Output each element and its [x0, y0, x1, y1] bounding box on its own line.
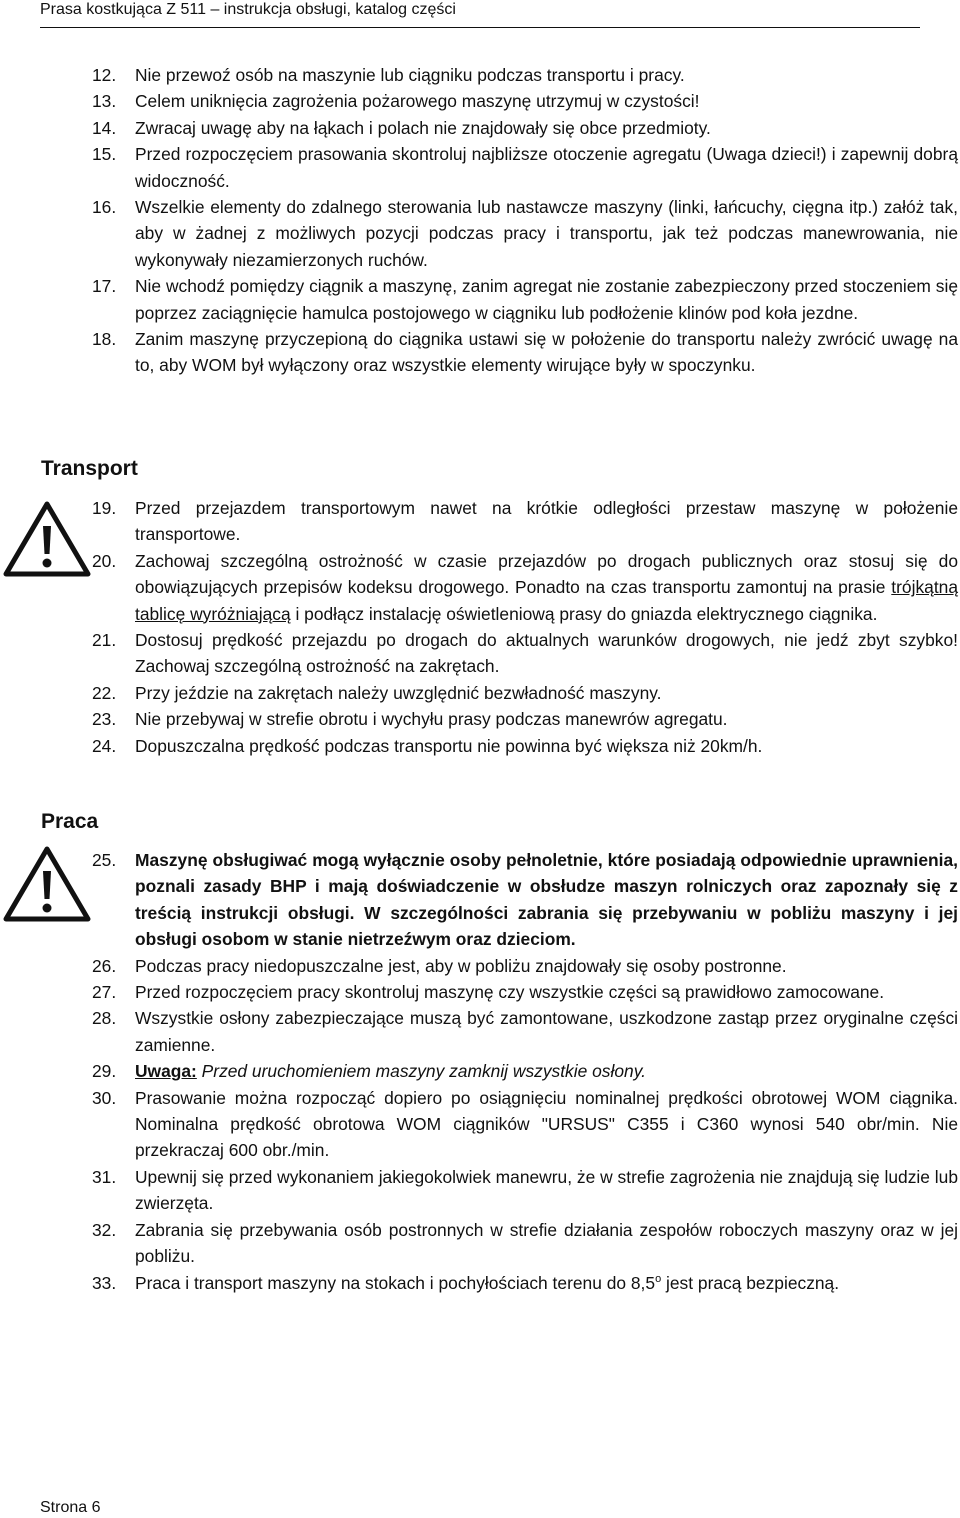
item-text: Przy jeździe na zakrętach należy uwzględnić bezwładność maszyny.: [135, 682, 662, 703]
item-number: 16.: [92, 197, 117, 218]
list-item: [92, 141, 958, 194]
item-number: 12.: [92, 65, 117, 85]
item-number: 30.: [92, 1087, 117, 1108]
item-text: Upewnij się przed wykonaniem jakiegokolwiek manewru, że w strefie zagrożenia nie znajdują się ludzie lub zwierzęta.: [135, 1166, 958, 1214]
item-text: Zanim maszynę przyczepioną do ciągnika ustawi się w położenie do transportu należy zwrócić uwagę na to, aby WOM był wyłączony oraz wszystkie elementy wirujące były w spoczynku.: [135, 329, 958, 376]
item-number: 23.: [92, 709, 117, 730]
document-title: Prasa kostkująca Z 511 – instrukcja obsługi, katalog części: [40, 1, 456, 18]
item-number: 19.: [92, 498, 117, 518]
list-item: [92, 953, 958, 979]
list-item: [92, 1164, 958, 1217]
warning-sign-reference: trójkątną tablicę wyróżniającą: [135, 577, 958, 624]
item-text: Nie przebywaj w strefie obrotu i wychyłu prasy podczas manewrów agregatu.: [135, 709, 728, 730]
list-item: [92, 1270, 958, 1296]
list-item: [92, 733, 958, 759]
header-rule: [40, 27, 920, 28]
list-item: [92, 495, 958, 548]
item-text: Uwaga: Przed uruchomieniem maszyny zamknij wszystkie osłony.: [135, 1061, 646, 1082]
item-number: 26.: [92, 955, 117, 976]
list-item: [92, 847, 958, 953]
list-item: [92, 706, 958, 732]
warning-triangle-icon: [2, 843, 92, 923]
item-number: 27.: [92, 982, 117, 1003]
item-text: Dopuszczalna prędkość podczas transportu nie powinna być większa niż 20km/h.: [135, 735, 763, 756]
list-item: [92, 326, 958, 379]
page-header: [40, 0, 920, 28]
item-number: 15.: [92, 144, 117, 165]
page-number: Strona 6: [40, 1499, 101, 1516]
item-text: Zwracaj uwagę aby na łąkach i polach nie znajdowały się obce przedmioty.: [135, 117, 711, 138]
item-text: Wszystkie osłony zabezpieczające muszą być zamontowane, uszkodzone zastąp przez oryginalne części zamienne.: [135, 1008, 958, 1055]
item-number: 33.: [92, 1272, 117, 1293]
list-item: [92, 273, 958, 326]
list-item: [92, 627, 958, 680]
item-number: 25.: [92, 850, 117, 870]
list-item: [92, 548, 958, 627]
item-number: 24.: [92, 735, 117, 756]
list-item: [92, 979, 958, 1005]
list-item: [92, 1005, 958, 1058]
item-text: Wszelkie elementy do zdalnego sterowania lub nastawcze maszyny (linki, łańcuchy, cięgna itp.) załóż tak, aby w żadnej z możliwych pozycji podczas pracy i transportu, jak też podczas manewrowania, nie wykonywały niezamierzonych ruchów.: [135, 197, 958, 270]
work-rules-list: [92, 847, 958, 1296]
item-text: Dostosuj prędkość przejazdu po drogach do aktualnych warunków drogowych, nie jedź zbyt szybko! Zachowaj szczególną ostrożność na zakrętach.: [135, 630, 958, 677]
item-number: 18.: [92, 329, 117, 350]
item-number: 22.: [92, 682, 117, 703]
item-text: Praca i transport maszyny na stokach i pochyłościach terenu do 8,5$^o$ jest pracą bezpieczną.: [135, 1272, 840, 1293]
item-text: Nie przewoź osób na maszynie lub ciągniku podczas transportu i pracy.: [135, 65, 685, 85]
item-text: Przed rozpoczęciem pracy skontroluj maszynę czy wszystkie części są prawidłowo zamocowane.: [135, 982, 885, 1003]
item-number: 14.: [92, 117, 117, 138]
degree-superscript: o: [655, 1272, 662, 1285]
list-item: [92, 194, 958, 273]
item-text: Zabrania się przebywania osób postronnych w strefie działania zespołów roboczych maszyny oraz w jej pobliżu.: [135, 1219, 958, 1267]
list-item: [92, 88, 958, 114]
warning-triangle-icon: [2, 498, 92, 578]
list-item: [92, 62, 958, 88]
item-text: Podczas pracy niedopuszczalne jest, aby w pobliżu znajdowały się osoby postronne.: [135, 955, 787, 976]
item-text: Przed przejazdem transportowym nawet na krótkie odległości przestaw maszynę w położenie transportowe.: [135, 498, 958, 545]
section-heading-transport: Transport: [41, 457, 138, 480]
list-item: [92, 115, 958, 141]
list-item: [92, 680, 958, 706]
item-number: 32.: [92, 1219, 117, 1240]
item-number: 28.: [92, 1008, 117, 1029]
item-number: 13.: [92, 91, 117, 112]
item-number: 17.: [92, 276, 117, 297]
item-number: 29.: [92, 1061, 117, 1082]
item-text: Przed rozpoczęciem prasowania skontroluj najbliższe otoczenie agregatu (Uwaga dzieci!) i zapewnij dobrą widoczność.: [135, 144, 958, 191]
item-text: Prasowanie można rozpocząć dopiero po osiągnięciu nominalnej prędkości obrotowej WOM ciągnika. Nominalna prędkość obrotowa WOM ciągników "URSUS" C355 i C360 wynosi 540 obr/min. Nie przekraczaj 600 obr./min.: [135, 1087, 958, 1161]
list-item: [92, 1058, 958, 1084]
item-text: Celem uniknięcia zagrożenia pożarowego maszynę utrzymuj w czystości!: [135, 91, 700, 112]
list-item: [92, 1217, 958, 1270]
item-text: Maszynę obsługiwać mogą wyłącznie osoby pełnoletnie, które posiadają odpowiednie uprawnienia, poznali zasady BHP i mają doświadczenie w obsłudze maszyn rolniczych oraz zapoznały się z treścią instrukcji obsługi. W szczególności zabrania się przebywaniu w pobliżu maszyny i jej obsługi osobom w stanie nietrzeźwym oraz dzieciom.: [135, 850, 958, 950]
item-text: Nie wchodź pomiędzy ciągnik a maszynę, zanim agregat nie zostanie zabezpieczony przed stoczeniem się poprzez zaciągnięcie hamulca postojowego w ciągniku lub podłożenie klinów pod koła jezdne.: [135, 276, 958, 323]
general-rules-list: [92, 62, 958, 379]
section-heading-praca: Praca: [41, 810, 99, 833]
transport-rules-list: [92, 495, 958, 759]
caution-label: Uwaga:: [135, 1061, 197, 1082]
item-number: 20.: [92, 550, 117, 571]
item-number: 31.: [92, 1166, 117, 1187]
item-number: 21.: [92, 630, 117, 651]
item-text: Zachowaj szczególną ostrożność w czasie przejazdów po drogach publicznych oraz stosuj się do obowiązujących przepisów kodeksu drogowego. Ponadto na czas transportu zamontuj na prasie trójkątną tablicę wyróżniającą i podłącz instalację oświetleniową prasy do gniazda elektrycznego ciągnika.: [135, 550, 958, 624]
list-item: [92, 1085, 958, 1164]
